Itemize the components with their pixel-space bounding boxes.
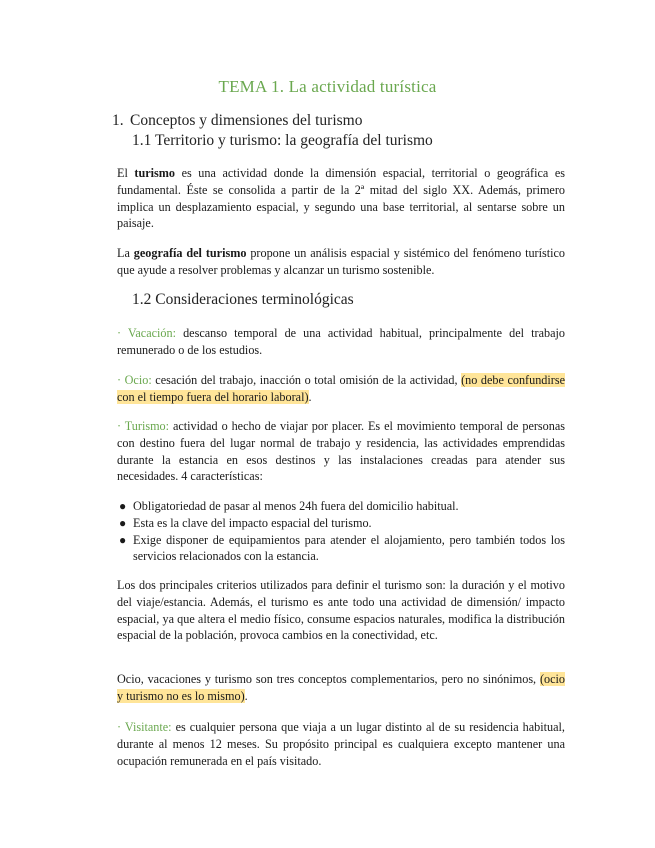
list-item	[117, 515, 565, 532]
section-heading-1	[112, 112, 362, 130]
bullet-icon: ●	[119, 532, 127, 547]
text-run: .	[244, 688, 248, 703]
definition-text: cesación del trabajo, inacción o total omisión de la actividad,	[151, 373, 462, 387]
text-run: propone un análisis espacial y sistémico del fenómeno turístico que ayude a resolver problemas y alcanzar un turismo sostenible.	[117, 246, 566, 277]
text-run: Ocio, vacaciones y turismo son tres conceptos complementarios, pero no sinónimos,	[117, 672, 540, 686]
bold-term: geografía del turismo	[133, 246, 247, 260]
term-label: · Ocio:	[117, 373, 152, 387]
term-label: · Turismo:	[117, 419, 170, 433]
definition-vacacion	[117, 325, 565, 359]
bullet-icon: ●	[119, 499, 127, 513]
subsection-heading-1-1: 1.1 Territorio y turismo: la geografía del turismo	[132, 132, 433, 149]
list-item	[117, 498, 565, 515]
definition-turismo	[117, 418, 565, 485]
text-run: La	[117, 246, 134, 260]
paragraph-turismo-intro	[117, 165, 565, 232]
definition-ocio	[117, 372, 565, 406]
bullet-icon: ●	[119, 515, 127, 530]
bold-term: turismo	[134, 166, 176, 180]
section-number: 1.	[112, 112, 124, 129]
paragraph-criterios: Los dos principales criterios utilizados para definir el turismo son: la duración y el motivo del viaje/estancia. Además, el turismo es ante todo una actividad de dimensión/ impacto espacial, ya que altera el medio físico, consume espacios naturales, modifica la distribución espacial de la población, provoca cambios en la conectividad, etc.	[117, 578, 565, 643]
paragraph-conceptos-complementarios	[117, 671, 565, 705]
list-item	[117, 532, 565, 566]
definition-visitante	[117, 719, 565, 769]
term-label: · Vacación:	[117, 326, 176, 340]
subsection-heading-1-2: 1.2 Consideraciones terminológicas	[132, 291, 354, 308]
list-item-text: Obligatoriedad de pasar al menos 24h fuera del domicilio habitual.	[133, 499, 459, 513]
text-run: .	[308, 389, 312, 404]
paragraph-geografia	[117, 245, 565, 279]
term-label: · Visitante:	[117, 720, 172, 734]
highlighted-note: (no debe confundirse con el tiempo fuera del horario laboral)	[117, 373, 565, 404]
list-item-text: Exige disponer de equipamientos para atender el alojamiento, pero también todos los servicios relacionados con la estancia.	[133, 532, 565, 564]
definition-text: actividad o hecho de viajar por placer. Es el movimiento temporal de personas con destino fuera del lugar normal de trabajo y residencia, las actividades emprendidas durante la estancia en esos destinos y las instalaciones creadas para atender sus necesidades. 4 características:	[117, 419, 565, 484]
text-run: es una actividad donde la dimensión espacial, territorial o geográfica es fundamental. Éste se consolida a partir de la 2ª mitad del siglo XX. Además, primero implica un desplazamiento espacial, y segundo una base territorial, al sentarse sobre un paisaje.	[117, 166, 565, 231]
definition-text: descanso temporal de una actividad habitual, principalmente del trabajo remunerado o de los estudios.	[117, 326, 565, 357]
list-item-text: Esta es la clave del impacto espacial del turismo.	[133, 515, 372, 530]
text-run: El	[117, 166, 135, 180]
characteristics-list	[117, 498, 565, 565]
definition-text: es cualquier persona que viaja a un lugar distinto al de su residencia habitual, durante al menos 12 meses. Su propósito principal es cualquiera excepto mantener una ocupación remunerada en el país visitado.	[117, 720, 565, 768]
highlighted-note: (ocio y turismo no es lo mismo)	[117, 672, 565, 703]
section-heading-1-text: Conceptos y dimensiones del turismo	[130, 112, 363, 129]
document-title: TEMA 1. La actividad turística	[218, 77, 437, 96]
